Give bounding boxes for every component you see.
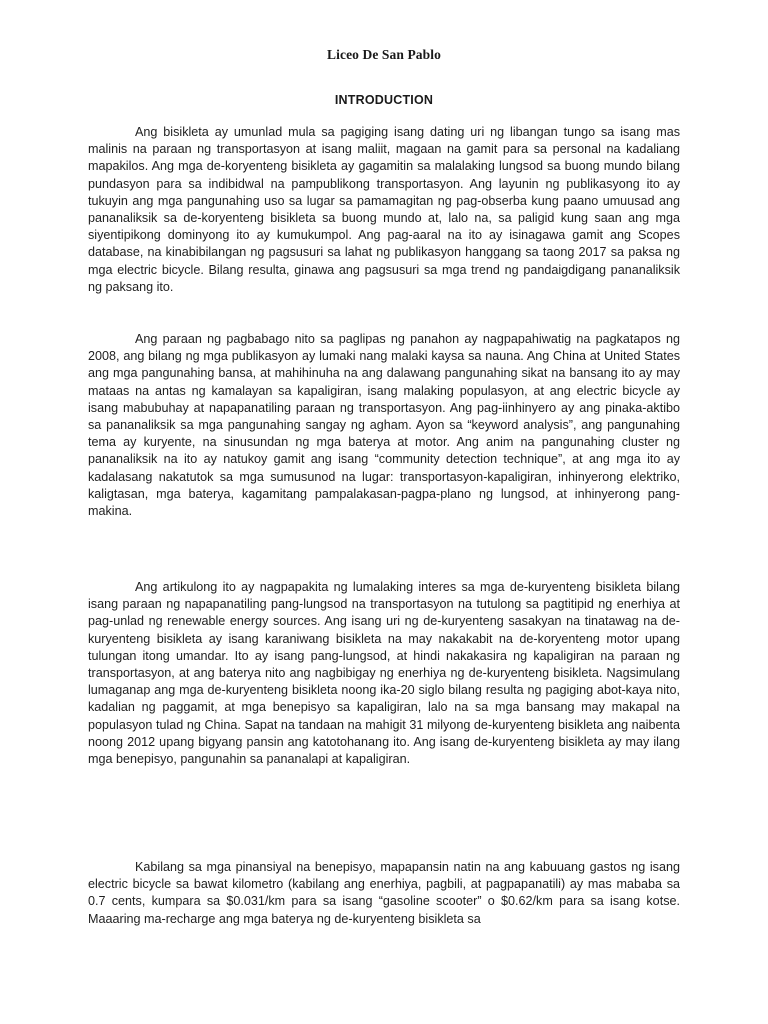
paragraph-4: Kabilang sa mga pinansiyal na benepisyo, mapapansin natin na ang kabuuang gastos ng isang electric bicycle sa bawat kilometro (kabilang ang enerhiya, pagbili, at pagpapanatili) ay mas mababa sa 0.7 cents, kumpara sa $0.031/km para sa isang “gasoline scooter” o $0.62/km para sa isang kotse. Maaaring ma-recharge ang mga baterya ng de-kuryenteng bisikleta sa — [88, 860, 680, 926]
section-title: INTRODUCTION — [334, 93, 434, 107]
paragraph-2: Ang paraan ng pagbabago nito sa paglipas ng panahon ay nagpapahiwatig na pagkatapos ng 2008, ang bilang ng mga publikasyon ay lumaki nang malaki kaysa sa nauna. Ang China at United States ang mga pangunahing bansa, at mahihinuha na ang dalawang pangunahing sikat na bansang ito ay may mataas na antas ng kamalayan sa kapaligiran, isang malaking populasyon, at ang electric bicycle ay isang mabubuhay at napapanatiling paraan ng transportasyon. Ang pag-iinhinyero ay ang pinaka-aktibo sa pananaliksik sa mga pangunahing sangay ng agham. Ayon sa “keyword analysis”, ang pangunahing tema ay kuryente, na sinusundan ng mga baterya at motor. Ang anim na pangunahing cluster ng pananaliksik na ito ay natukoy gamit ang isang “community detection technique”, at ang mga ito ay kadalasang nakatutok sa mga sumusunod na lugar: transportasyon-kapaligiran, inhinyerong elektriko, kaligtasan, mga baterya, kagamitang pampalakasan-pagpa-plano ng lungsod, at inhinyerong pang-makina. — [88, 332, 680, 519]
paragraph-3: Ang artikulong ito ay nagpapakita ng lumalaking interes sa mga de-kuryenteng bisikleta bilang isang paraan ng napapanatiling pang-lungsod na transportasyon na tutulong sa pagtitipid ng enerhiya at pag-unlad ng renewable energy sources. Ang isang uri ng de-kuryenteng sasakyan na tinatawag na de-kuryenteng bisikleta ay isang karaniwang bisikleta na may nakakabit na de-koryenteng motor upang tulungan itong umandar. Ito ay isang pang-lungsod, at hindi nakakasira ng kapaligiran na paraan ng transportasyon, at ang bateryа nito ang nagbibigay ng enerhiya ng de-kuryenteng bisikleta. Nagsimulang lumaganap ang mga de-kuryenteng bisikleta noong ika-20 siglo bilang resulta ng pagiging abot-kaya nito, kadalian ng paggamit, at mga benepisyo sa kapaligiran, lalo na sa mga bansang may makapal na populasyon tulad ng China. Sapat na tandaan na mahigit 31 milyong de-kuryenteng bisikleta ang naibenta noong 2012 upang bigyang pansin ang katotohanang ito. Ang isang de-kuryenteng bisikleta ay may ilang mga benepisyo, pangunahin sa pananalapi at kapaligiran. — [88, 580, 680, 767]
paragraph-1: Ang bisikleta ay umunlad mula sa pagiging isang dating uri ng libangan tungo sa isang mas malinis na paraan ng transportasyon at isang maliit, magaan na gamit para sa personal na kadaliang mapakilos. Ang mga de-koryenteng bisikleta ay gagamitin sa malalaking lungsod sa buong mundo bilang pundasyon para sa indibidwal na pampublikong transportasyon. Ang layunin ng publikasyong ito ay tukuyin ang mga pangunahing uso sa lugar sa pamamagitan ng pag-obserba kung paano umuusad ang pananaliksik sa de-koryenteng bisikleta sa buong mundo at, lalo na, sa paligid kung saan ang mga siyentipikong dominyong ito ay kumukumpol. Ang pag-aaral na ito ay isinagawa gamit ang Scopes database, na kinabibilangan ng pagsusuri sa lahat ng publikasyon hanggang sa taong 2017 sa paksa ng mga electric bicycle. Bilang resulta, ginawa ang pagsusuri sa mga trend ng pandaigdigang pananaliksik ng paksang ito. — [88, 125, 680, 294]
school-name-header: Liceo De San Pablo — [327, 47, 441, 62]
